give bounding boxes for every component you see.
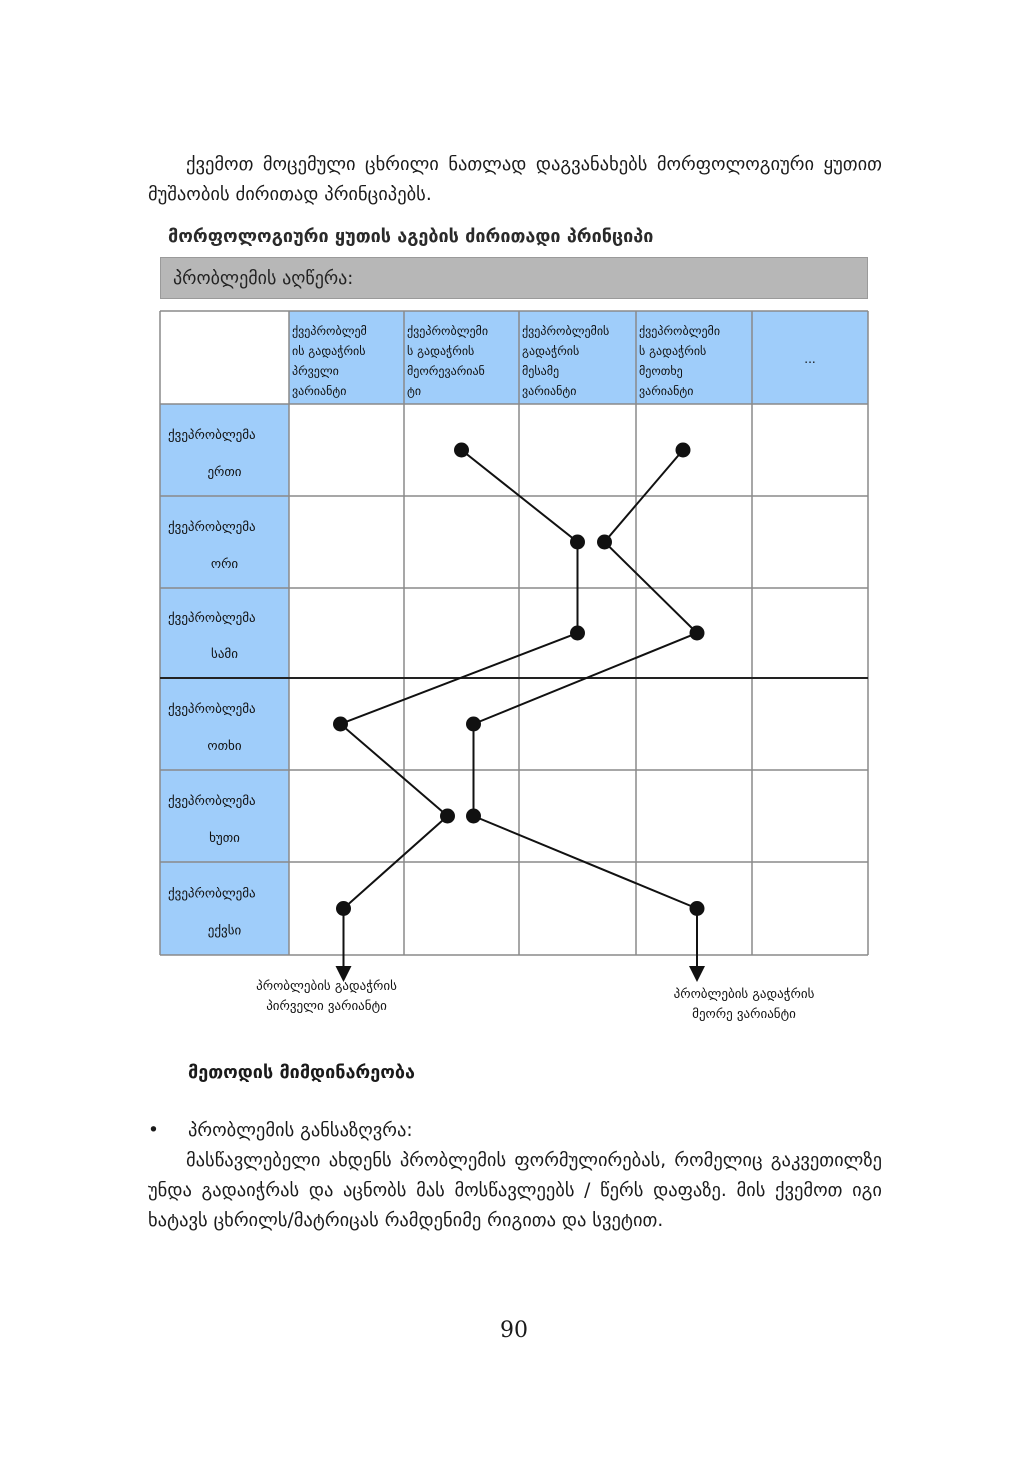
column-header-text: მეოთხე (639, 364, 683, 378)
second-solution-caption: მეორე ვარიანტი (692, 1007, 796, 1022)
figure-title: მორფოლოგიური ყუთის აგების ძირითადი პრინციპი (168, 226, 654, 247)
row-header-text: ქვეპრობლემა (168, 611, 256, 627)
second-solution-path-arrow-head (689, 966, 705, 982)
column-header-text: ის გადაჭრის (292, 344, 366, 358)
column-header-text: ვარიანტი (522, 384, 577, 398)
column-header-text: პრველი (292, 364, 339, 378)
row-header-text: ორი (210, 556, 239, 572)
column-header-text: ვარიანტი (639, 384, 694, 398)
first-solution-caption: პირველი ვარიანტი (266, 999, 387, 1014)
row-header-text: ქვეპრობლემა (168, 427, 256, 443)
row-header-text: ქვეპრობლემა (168, 886, 256, 902)
first-solution-path-point (333, 717, 348, 732)
bullet-symbol: • (148, 1120, 159, 1141)
header-cells (160, 311, 868, 955)
column-header-text: ს გადაჭრის (407, 344, 475, 358)
column-header-text: გადაჭრის (522, 344, 580, 358)
row-header-cell (160, 496, 289, 588)
intro-paragraph: ქვემოთ მოცემული ცხრილი ნათლად დაგვანახებს მორფოლოგიური ყუთით მუშაობის ძირითად პრინციპებს. (148, 154, 882, 205)
second-solution-path-line (474, 450, 698, 909)
row-header-text: ექვსი (207, 923, 242, 939)
bullet-item-label: პრობლემის განსაზღვრა: (188, 1120, 413, 1141)
row-header-text: ერთი (207, 464, 242, 480)
first-solution-path-line (341, 450, 578, 909)
second-solution-path-point (676, 443, 691, 458)
row-header-text: ქვეპრობლემა (168, 519, 256, 535)
second-solution-caption: პრობლების გადაჭრის (673, 987, 815, 1002)
method-heading: მეთოდის მიმდინარეობა (188, 1062, 415, 1083)
column-header-text: ტი (407, 384, 422, 398)
column-header-text: მესამე (522, 364, 560, 378)
column-header-text: ს გადაჭრის (639, 344, 707, 358)
row-header-cell (160, 862, 289, 955)
first-solution-path-point (570, 535, 585, 550)
column-header-text: ... (804, 352, 816, 366)
solution-captions (256, 979, 814, 1022)
column-header-text: ქვეპრობლემი (407, 324, 489, 338)
row-header-cell (160, 588, 289, 678)
column-header-text: ქვეპრობლემი (639, 324, 721, 338)
row-header-text: სამი (211, 647, 238, 663)
second-solution-path-point (466, 809, 481, 824)
first-solution-path-point (454, 443, 469, 458)
column-header-text: ქვეპრობლემის (522, 324, 610, 338)
column-header-text: მეორევარიან (407, 364, 485, 378)
row-header-text: ქვეპრობლემა (168, 793, 256, 809)
row-header-cell (160, 678, 289, 770)
problem-description-label: პრობლემის აღწერა: (173, 268, 354, 289)
row-header-text: ქვეპრობლემა (168, 701, 256, 717)
first-solution-path-point (570, 626, 585, 641)
first-solution-path-point (440, 809, 455, 824)
second-solution-path-point (597, 535, 612, 550)
row-header-cell (160, 404, 289, 496)
page-number: 90 (500, 1318, 528, 1343)
column-header-text: ვარიანტი (292, 384, 347, 398)
second-solution-path-point (466, 717, 481, 732)
body-paragraph: მასწავლებელი ახდენს პრობლემის ფორმულირებას, რომელიც გაკვეთილზე უნდა გადაიჭრას და აცნობს მას მოსწავლეებს / წერს დაფაზე. მის ქვემოთ იგი ხატავს ცხრილს/მატრიცას რამდენიმე რიგითა და სვეტით. (148, 1150, 882, 1231)
row-header-cell (160, 770, 289, 862)
row-header-text: ოთხი (207, 738, 242, 754)
column-header-text: ქვეპრობლემ (292, 324, 367, 338)
row-header-text: ხუთი (209, 830, 240, 846)
first-solution-caption: პრობლების გადაჭრის (256, 979, 397, 994)
second-solution-path-point (690, 626, 705, 641)
